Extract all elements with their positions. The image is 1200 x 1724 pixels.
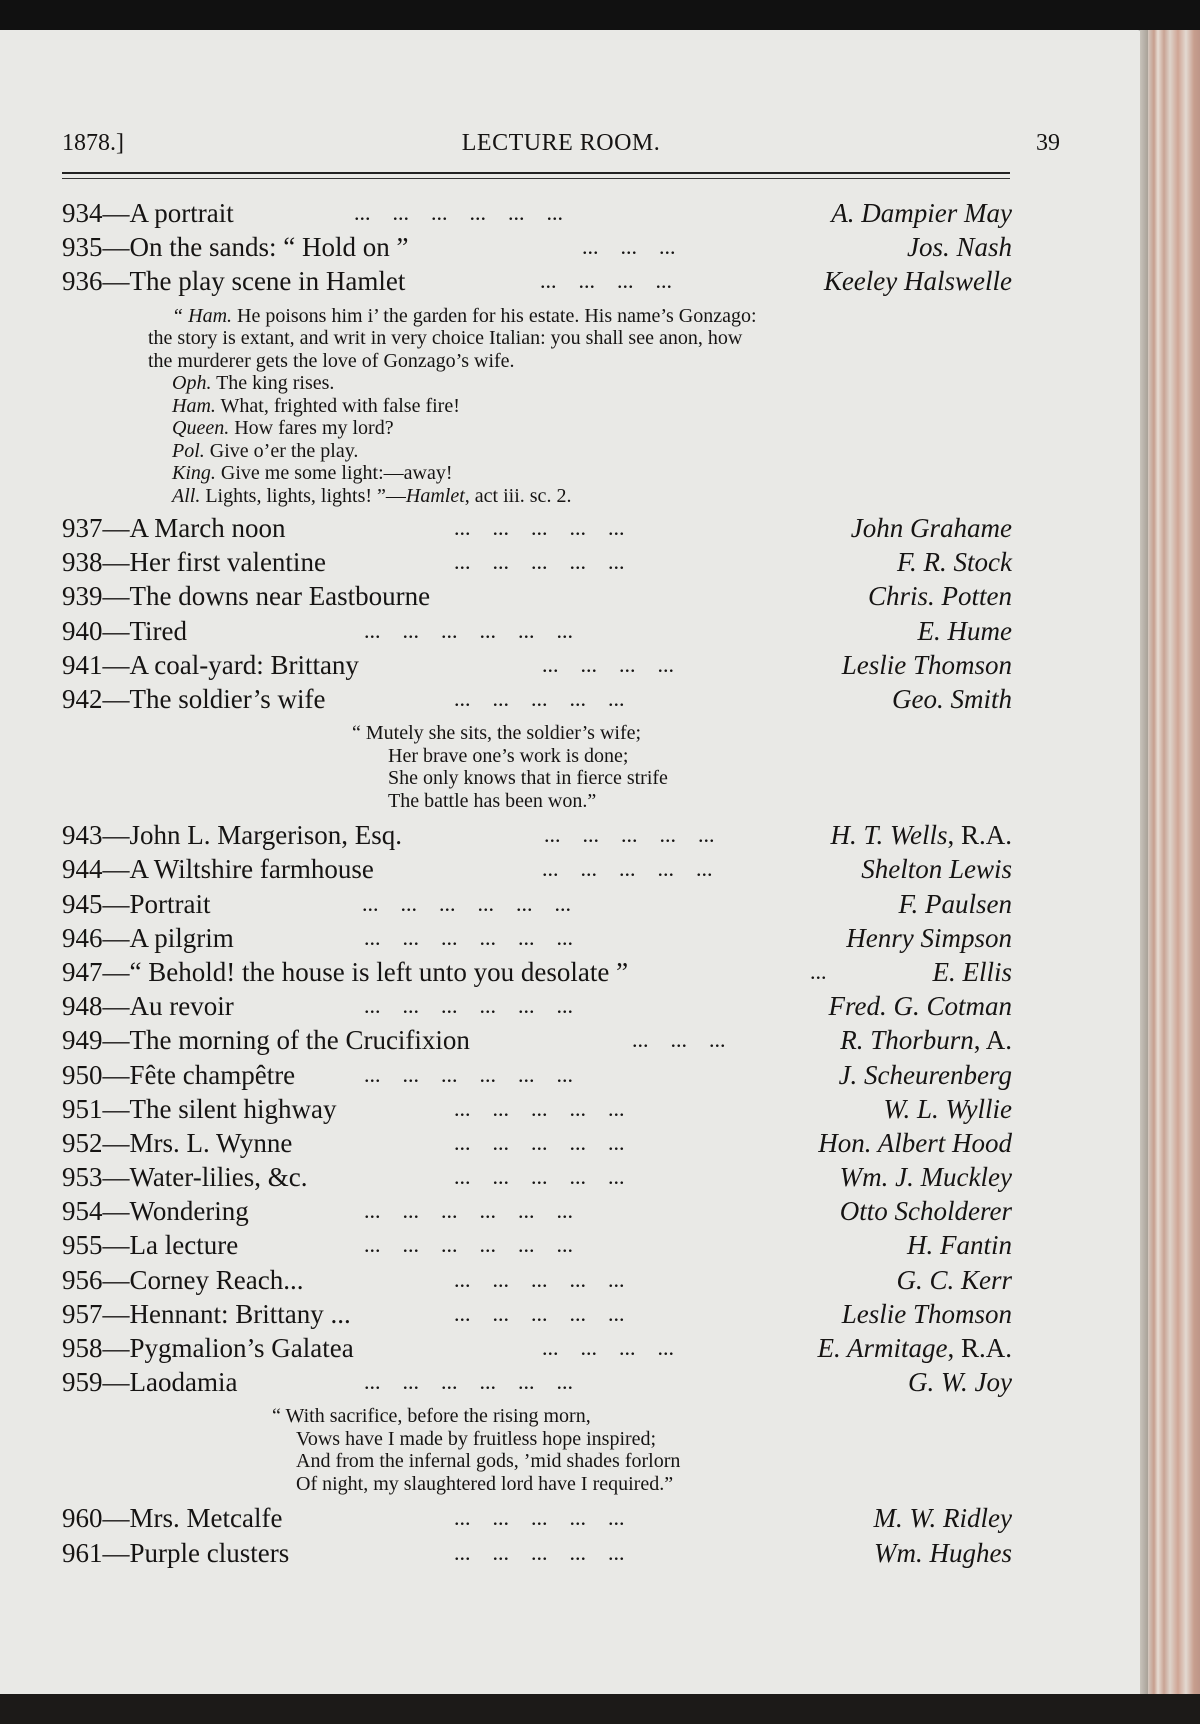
catalogue-entry [62, 1126, 1012, 1160]
artist-honours: , R.A. [947, 1333, 1012, 1363]
artist-name: Leslie Thomson [841, 649, 1012, 680]
leader-dots: ... ... ... ... ... ... [364, 993, 573, 1019]
catalogue-entry [62, 1194, 1012, 1228]
entry-title: 944—A Wiltshire farmhouse [62, 854, 374, 885]
speech: He poisons him i’ the garden for his estate. His name’s Gonzago: [232, 304, 757, 327]
entry-title: 946—A pilgrim [62, 922, 234, 953]
entry-artist [851, 511, 1012, 545]
entry-artist [830, 818, 1012, 852]
leader-dots: ... ... ... ... ... [454, 1266, 625, 1292]
quotation-source: Hamlet [405, 484, 465, 507]
leader-dots: ... ... ... ... ... [454, 1095, 625, 1121]
speaker: All. [172, 484, 201, 507]
catalogue-entry [62, 579, 1012, 613]
entry-artist [839, 1058, 1012, 1092]
leader-dots: ... [810, 958, 827, 984]
entry-title: 947—“ Behold! the house is left unto you desolate ” [62, 956, 629, 987]
artist-honours: , A. [973, 1025, 1012, 1056]
entry-title: 948—Au revoir [62, 991, 234, 1022]
catalogue-entry [62, 1297, 1012, 1331]
entry-title: 940—Tired [62, 615, 188, 646]
catalogue-entry [62, 1536, 1012, 1570]
catalogue-entry [62, 955, 1012, 989]
entry-artist [829, 989, 1013, 1023]
quotation-line [148, 350, 1012, 373]
entry-artist [846, 921, 1012, 955]
entry-title: 954—Wondering [62, 1196, 249, 1227]
entry-artist [840, 1194, 1012, 1228]
catalogue-list [62, 196, 1012, 1570]
speaker: Pol. [172, 439, 205, 462]
entry-artist [933, 955, 1013, 989]
quotation-line [148, 440, 1012, 463]
entry-artist [907, 230, 1012, 264]
page-number: 39 [1036, 130, 1060, 156]
entry-title: 936—The play scene in Hamlet [62, 266, 406, 297]
leader-dots: ... ... ... ... ... [454, 1300, 625, 1326]
artist-name: Leslie Thomson [841, 1298, 1012, 1329]
catalogue-entry [62, 614, 1012, 648]
hamlet-quotation [148, 305, 1012, 508]
soldier-verse [352, 722, 1012, 812]
artist-name: G. C. Kerr [896, 1264, 1012, 1295]
verse-line: Her brave one’s work is done; [388, 744, 629, 767]
leader-dots: ... ... ... ... ... ... [364, 1061, 573, 1087]
entry-artist [883, 1092, 1012, 1126]
entry-title: 949—The morning of the Crucifixion [62, 1025, 470, 1056]
artist-name: E. Armitage [817, 1333, 948, 1363]
entry-title: 958—Pygmalion’s Galatea [62, 1333, 354, 1363]
entry-artist [840, 1160, 1012, 1194]
catalogue-entry [62, 196, 1012, 230]
artist-name: John Grahame [850, 513, 1012, 544]
quotation-line [148, 462, 1012, 485]
leader-dots: ... ... ... ... ... [544, 822, 715, 848]
artist-honours: , R.A. [947, 820, 1012, 851]
speech: The king rises. [211, 372, 335, 395]
artist-name: E. Hume [917, 615, 1012, 646]
leader-dots: ... ... ... ... ... ... [364, 1369, 573, 1395]
entry-title: 959—Laodamia [62, 1367, 238, 1398]
entry-artist [918, 614, 1012, 648]
quotation-reference: , act iii. sc. 2. [464, 484, 572, 507]
verse-line: “ With sacrifice, before the rising morn, [272, 1405, 591, 1428]
artist-name: F. R. Stock [897, 547, 1012, 578]
entry-title: 952—Mrs. L. Wynne [62, 1127, 293, 1158]
catalogue-entry [62, 921, 1012, 955]
entry-title: 960—Mrs. Metcalfe [62, 1503, 283, 1534]
artist-name: M. W. Ridley [873, 1503, 1012, 1534]
entry-artist [874, 1536, 1012, 1570]
entry-artist [868, 579, 1012, 613]
leader-dots: ... ... ... ... [542, 651, 674, 677]
speech: the story is extant, and writ in very choice Italian: you shall see anon, how [148, 327, 743, 350]
artist-name: W. L. Wyllie [883, 1093, 1012, 1124]
leader-dots: ... ... ... ... ... [454, 1539, 625, 1565]
artist-name: J. Scheurenberg [838, 1059, 1012, 1090]
leader-dots: ... ... ... ... ... [542, 856, 713, 882]
catalogue-entry [62, 1092, 1012, 1126]
catalogue-entry [62, 887, 1012, 921]
speech: Lights, lights, lights! ”— [200, 484, 406, 507]
entry-artist [817, 1331, 1012, 1365]
header-rule-thin [62, 178, 1010, 179]
leader-dots: ... ... ... ... [542, 1335, 674, 1360]
catalogue-entry [62, 1365, 1012, 1399]
leader-dots: ... ... ... ... ... ... [364, 617, 573, 643]
catalogue-entry [62, 1228, 1012, 1262]
catalogue-entry [62, 648, 1012, 682]
speech: What, frighted with false fire! [215, 394, 460, 417]
artist-name: Wm. Hughes [874, 1537, 1012, 1568]
catalogue-entry [62, 1023, 1012, 1057]
speech: the murderer gets the love of Gonzago’s wife. [148, 349, 515, 372]
entry-title: 943—John L. Margerison, Esq. [62, 820, 402, 851]
entry-title: 937—A March noon [62, 513, 286, 544]
catalogue-entry [62, 264, 1012, 298]
entry-title: 951—The silent highway [62, 1093, 337, 1124]
quotation-line [148, 305, 1012, 328]
leader-dots: ... ... ... ... [540, 268, 672, 294]
entry-artist [899, 887, 1013, 921]
entry-artist [874, 1501, 1012, 1535]
entry-artist [907, 1228, 1012, 1262]
artist-name: Chris. Potten [867, 581, 1012, 612]
leader-dots: ... ... ... ... ... ... [364, 1232, 573, 1258]
artist-name: H. T. Wells [830, 820, 948, 851]
entry-artist [861, 852, 1012, 886]
artist-name: Keeley Halswelle [823, 266, 1012, 297]
verse-line: And from the infernal gods, ’mid shades forlorn [296, 1450, 681, 1473]
entry-artist [897, 545, 1012, 579]
catalogue-entry [62, 989, 1012, 1023]
catalogue-entry [62, 682, 1012, 716]
catalogue-entry [62, 852, 1012, 886]
artist-name: Wm. J. Muckley [839, 1162, 1012, 1193]
entry-artist [840, 1023, 1012, 1057]
artist-name: Hon. Albert Hood [818, 1127, 1012, 1158]
leader-dots: ... ... ... ... ... ... [354, 200, 563, 225]
entry-title: 942—The soldier’s wife [62, 684, 326, 714]
verse-line: The battle has been won.” [388, 789, 597, 812]
speaker: “ Ham. [172, 304, 233, 327]
artist-name: Fred. G. Cotman [828, 991, 1012, 1022]
entry-title: 956—Corney Reach... [62, 1264, 304, 1295]
artist-name: F. Paulsen [898, 888, 1012, 919]
artist-name: Geo. Smith [892, 684, 1012, 714]
artist-name: R. Thorburn [840, 1025, 974, 1056]
quotation-line [148, 485, 1012, 508]
entry-title: 957—Hennant: Brittany ... [62, 1298, 351, 1329]
catalogue-entry [62, 1501, 1012, 1535]
leader-dots: ... ... ... ... ... [454, 686, 625, 711]
verse-line: Of night, my slaughtered lord have I required.” [296, 1472, 674, 1495]
speaker: Ham. [172, 394, 216, 417]
catalogue-entry [62, 230, 1012, 264]
leader-dots: ... ... ... ... ... ... [364, 924, 573, 950]
speech: How fares my lord? [229, 417, 394, 440]
entry-title: 955—La lecture [62, 1230, 239, 1261]
running-header [62, 130, 1060, 164]
artist-name: H. Fantin [907, 1230, 1012, 1261]
entry-title: 953—Water-lilies, &c. [62, 1162, 308, 1193]
book-edge-top [0, 0, 1200, 34]
leader-dots: ... ... ... ... ... [454, 515, 625, 541]
leader-dots: ... ... ... [582, 234, 676, 260]
page-fore-edge [1148, 30, 1200, 1694]
entry-artist [818, 1126, 1012, 1160]
quotation-line [148, 327, 1012, 350]
artist-name: Shelton Lewis [861, 854, 1012, 885]
catalogue-entry [62, 545, 1012, 579]
entry-artist [842, 648, 1012, 682]
artist-name: G. W. Joy [908, 1367, 1012, 1398]
entry-title: 938—Her first valentine [62, 547, 326, 578]
quotation-line [148, 372, 1012, 395]
catalogue-entry [62, 1263, 1012, 1297]
artist-name: E. Ellis [932, 956, 1012, 987]
leader-dots: ... ... ... ... ... [454, 549, 625, 575]
artist-name: Otto Scholderer [839, 1196, 1012, 1227]
entry-title: 961—Purple clusters [62, 1537, 290, 1568]
verse-line: Vows have I made by fruitless hope inspired; [296, 1427, 657, 1450]
entry-artist [842, 1297, 1012, 1331]
catalogue-entry [62, 818, 1012, 852]
artist-name: Henry Simpson [846, 922, 1012, 953]
speech: Give o’er the play. [204, 439, 359, 462]
page-gutter-shadow [1140, 30, 1148, 1694]
leader-dots: ... ... ... [632, 1027, 726, 1053]
verse-line: She only knows that in fierce strife [388, 767, 668, 790]
laodamia-verse [272, 1405, 1012, 1495]
entry-artist [892, 682, 1012, 716]
leader-dots: ... ... ... ... ... [454, 1505, 625, 1531]
quotation-line [148, 395, 1012, 418]
entry-title: 935—On the sands: “ Hold on ” [62, 232, 409, 263]
entry-title: 934—A portrait [62, 198, 234, 228]
entry-title: 950—Fête champêtre [62, 1059, 296, 1090]
catalogue-entry [62, 1160, 1012, 1194]
catalogue-entry [62, 1331, 1012, 1365]
leader-dots: ... ... ... ... ... ... [364, 1198, 573, 1224]
artist-name: A. Dampier May [831, 198, 1012, 228]
artist-name: Jos. Nash [906, 232, 1012, 263]
catalogue-entry [62, 1058, 1012, 1092]
speaker: Queen. [172, 417, 230, 440]
speaker: Oph. [172, 372, 212, 395]
header-title: LECTURE ROOM. [461, 130, 661, 156]
verse-line: “ Mutely she sits, the soldier’s wife; [352, 722, 642, 745]
entry-title: 941—A coal-yard: Brittany [62, 649, 359, 680]
entry-artist [908, 1365, 1012, 1399]
entry-artist [896, 1263, 1012, 1297]
entry-title: 945—Portrait [62, 888, 211, 919]
entry-title: 939—The downs near Eastbourne [62, 581, 431, 612]
header-year: 1878.] [62, 130, 124, 156]
quotation-line [148, 417, 1012, 440]
header-rule [62, 172, 1010, 174]
entry-artist [824, 264, 1012, 298]
speaker: King. [172, 462, 216, 485]
leader-dots: ... ... ... ... ... ... [362, 890, 571, 916]
catalogue-entry [62, 511, 1012, 545]
speech: Give me some light:—away! [215, 462, 453, 485]
entry-artist [831, 196, 1012, 230]
leader-dots: ... ... ... ... ... [454, 1164, 625, 1190]
leader-dots: ... ... ... ... ... [454, 1129, 625, 1155]
